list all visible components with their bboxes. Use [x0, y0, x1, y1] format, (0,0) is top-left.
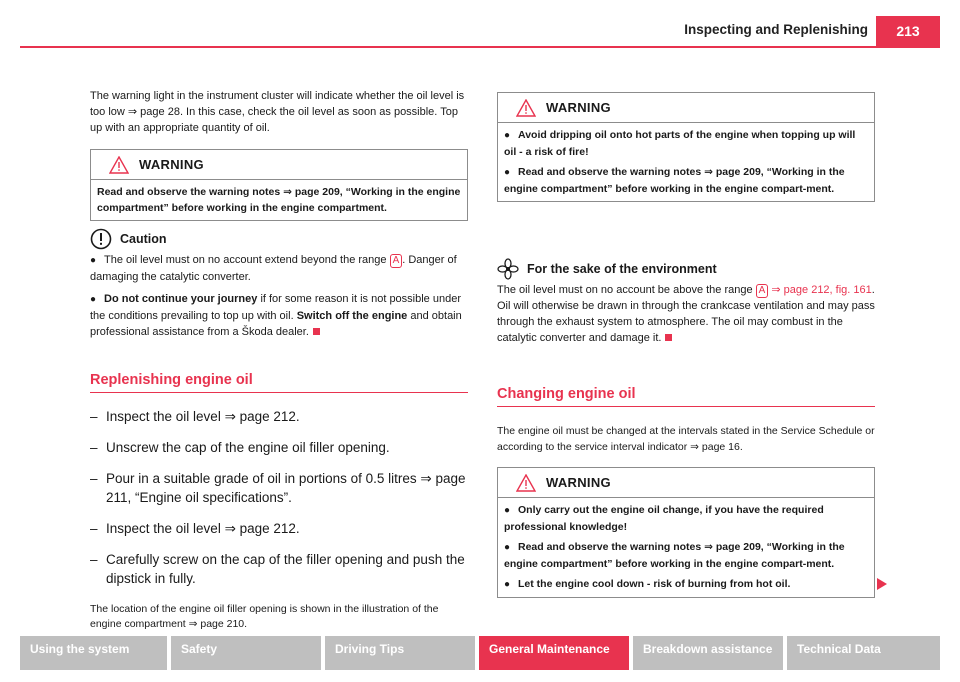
tab-using-the-system[interactable]: Using the system [20, 636, 167, 670]
bullet-icon: ● [90, 294, 97, 305]
caution-icon [90, 228, 112, 250]
warning-body [498, 498, 874, 597]
tab-breakdown-assistance[interactable]: Breakdown assistance [633, 636, 783, 670]
filler-location-note: The location of the engine oil filler opening is shown in the illustration of the engine compartment ⇒ page 210. [90, 603, 439, 630]
caution-header [90, 228, 468, 250]
warning-body [498, 123, 874, 201]
replenishing-section [90, 372, 468, 632]
warning-item: ● Let the engine cool down - risk of burning from hot oil. [504, 576, 868, 593]
environment-header [497, 258, 875, 280]
chapter-tabs [20, 636, 940, 670]
warning-title: WARNING [139, 156, 204, 172]
warning-triangle-icon [516, 99, 536, 117]
warning-header [91, 150, 467, 180]
header-divider [20, 46, 940, 48]
tab-driving-tips[interactable]: Driving Tips [325, 636, 475, 670]
caution-section [90, 228, 468, 340]
warning-box-right-bottom [497, 467, 875, 598]
bullet-icon: ● [504, 542, 511, 553]
bullet-icon: ● [504, 505, 511, 516]
bullet-icon: ● [504, 579, 511, 590]
step-item: – Inspect the oil level ⇒ page 212. [90, 521, 300, 536]
caution-title: Caution [120, 232, 167, 246]
warning-header [498, 468, 874, 498]
step-item: – Carefully screw on the cap of the filler opening and push the dipstick in fully. [90, 552, 465, 586]
tab-technical-data[interactable]: Technical Data [787, 636, 940, 670]
warning-item: ● Read and observe the warning notes ⇒ page 209, “Working in the engine compartment” before working in the engine compart-ment. [504, 166, 845, 195]
environment-title: For the sake of the environment [527, 262, 717, 276]
bullet-icon: ● [504, 130, 511, 141]
changing-section [497, 386, 875, 455]
bullet-icon: ● [90, 255, 97, 266]
warning-item: ● Avoid dripping oil onto hot parts of the engine when topping up will oil - a risk of fire! [504, 129, 856, 158]
caution-item-2: ● Do not continue your journey if for some reason it is not possible under the conditions prevailing to top up with oil. Switch off the engine and obtain professional assistance from a Škoda dealer. [90, 293, 462, 338]
intro-paragraph: The warning light in the instrument cluster will indicate whether the oil level is too low ⇒ page 28. In this case, check the oil level as soon as possible. Top up with an appropriate quantity of oil. [90, 90, 465, 134]
warning-item: ● Read and observe the warning notes ⇒ page 209, “Working in the engine compartment” before working in the engine compart-ment. [504, 541, 845, 570]
environment-text: The oil level must on no account be above the range A ⇒ page 212, fig. 161. Oil will otherwise be drawn in through the crankcase ventilation and may pass through the exhaust system to atmosphere. The oil may combust in the catalytic converter and damage it. [497, 284, 875, 344]
warning-body: Read and observe the warning notes ⇒ page 209, “Working in the engine compartment” before working in the engine compartment. [97, 186, 461, 214]
warning-triangle-icon [516, 474, 536, 492]
warning-title: WARNING [546, 474, 611, 490]
page-number: 213 [876, 16, 940, 46]
step-item: – Pour in a suitable grade of oil in portions of 0.5 litres ⇒ page 211, “Engine oil specifications”. [90, 471, 466, 505]
warning-triangle-icon [109, 156, 129, 174]
fig-161-link[interactable]: ⇒ page 212, fig. 161 [768, 284, 872, 296]
warning-box-left [90, 149, 468, 221]
continue-arrow-icon[interactable] [877, 578, 887, 590]
tab-general-maintenance[interactable]: General Maintenance [479, 636, 629, 670]
end-marker-icon [665, 334, 672, 341]
bullet-icon: ● [504, 167, 511, 178]
caution-item-1: ● The oil level must on no account extend beyond the range A . Danger of damaging the catalytic converter. [90, 254, 457, 283]
page-title: Inspecting and Replenishing [684, 22, 868, 37]
end-marker-icon [313, 328, 320, 335]
step-item: – Inspect the oil level ⇒ page 212. [90, 409, 300, 424]
step-item: – Unscrew the cap of the engine oil filler opening. [90, 440, 390, 455]
changing-text: The engine oil must be changed at the intervals stated in the Service Schedule or according to the service interval indicator ⇒ page 16. [497, 425, 875, 453]
section-title-replenishing: Replenishing engine oil [90, 372, 468, 393]
section-title-changing: Changing engine oil [497, 386, 875, 407]
warning-box-right-top [497, 92, 875, 202]
warning-title: WARNING [546, 99, 611, 115]
environment-section [497, 258, 875, 346]
tab-safety[interactable]: Safety [171, 636, 321, 670]
warning-header [498, 93, 874, 123]
range-a-badge: A [756, 284, 769, 298]
warning-item: ● Only carry out the engine oil change, if you have the required professional knowledge! [504, 504, 824, 533]
range-a-badge: A [390, 254, 403, 268]
flower-icon [497, 258, 519, 280]
